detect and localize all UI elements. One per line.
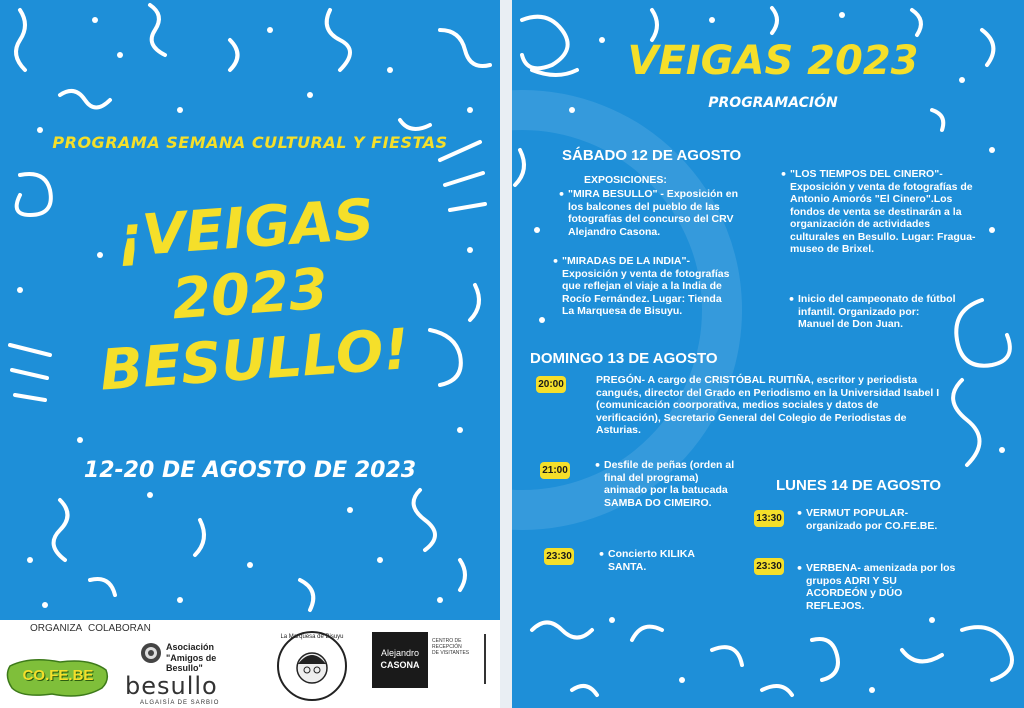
poster-title-line: BESULLO! [98, 317, 412, 404]
poster-subtitle: PROGRAMA SEMANA CULTURAL Y FIESTAS [52, 133, 448, 152]
time-badge: 13:30 [754, 510, 784, 527]
marquesa-text: La Marquesa de Bisuyu [280, 634, 344, 640]
centro-line: DE VISITANTES [432, 650, 470, 656]
left-poster [0, 0, 500, 708]
time-badge: 23:30 [754, 558, 784, 575]
event-kilika-santa: Concierto KILIKA SANTA. [608, 548, 695, 573]
day-heading-lunes: LUNES 14 DE AGOSTO [776, 477, 942, 494]
bullet-icon: • [594, 459, 602, 472]
centro-line: RECEPCIÓN [432, 644, 462, 650]
program-subtitle: PROGRAMACIÓN [708, 95, 838, 111]
casona-logo [372, 632, 428, 688]
page-divider [500, 0, 512, 708]
asociacion-logo [140, 640, 250, 673]
asociacion-subname: "Amigos de Besullo" [166, 653, 217, 673]
centro-recepcion-label [432, 638, 482, 656]
right-poster [512, 0, 1024, 708]
poster-title [0, 179, 500, 411]
cofebe-logo [6, 656, 110, 698]
sponsor-logos [0, 620, 500, 708]
event-miradas-india: "MIRADAS DE LA INDIA"- Exposición y venta de fotografías que reflejan el viaje a la India de Rocío Fernández. Lugar: Tienda La Marquesa de Bisuyu. [562, 255, 730, 317]
cofebe-text: CO.FE.BE [22, 667, 94, 684]
event-desfile-penas: Desfile de peñas (orden al final del programa) animado por la batucada SAMBA DO CIMEIRO. [604, 459, 735, 509]
bullet-icon: • [780, 168, 788, 181]
poster-title-line: ¡VEIGAS [114, 187, 377, 271]
bullet-icon: • [598, 548, 606, 561]
event-verbena: VERBENA- amenizada por los grupos ADRI Y SU ACORDEÓN y DÚO REFLEJOS. [806, 562, 956, 612]
casona-line2: CASONA [380, 660, 420, 670]
besullo-logo-sub: ALGAISÍA DE SARBIO [140, 700, 220, 706]
marquesa-logo [276, 630, 348, 702]
asociacion-name: Asociación [166, 642, 215, 652]
event-pregon: PREGÓN- A cargo de CRISTÓBAL RUITIÑA, escritor y periodista cangués, director del Grado en Periodismo en la Universidad Isabel I (comunicación coorporativa, medios sociales y datos de verificación), Secretario General del Colegio de Periodistas de Asturias. [596, 374, 940, 436]
centro-line: CENTRO DE [432, 638, 462, 644]
centro-bars-icon [484, 634, 490, 684]
organiza-label: ORGANIZA [30, 623, 83, 634]
program-title: VEIGAS 2023 [627, 38, 919, 84]
event-futbol-infantil: Inicio del campeonato de fútbol infantil. Organizado por: Manuel de Don Juan. [798, 293, 956, 330]
besullo-logo-text: besullo [125, 672, 218, 700]
bullet-icon: • [558, 188, 566, 201]
poster-title-line: 2023 [169, 256, 330, 333]
poster-dates: 12-20 DE AGOSTO DE 2023 [83, 458, 417, 483]
event-mira-besullo: "MIRA BESULLO" - Exposición en los balcones del pueblo de las fotografías del concurso del CRV Alejandro Casona. [568, 188, 738, 238]
exposiciones-label: EXPOSICIONES: [584, 174, 667, 186]
event-vermut-popular: VERMUT POPULAR- organizado por CO.FE.BE. [806, 507, 938, 532]
time-badge: 23:30 [544, 548, 574, 565]
event-tiempos-cinero: "LOS TIEMPOS DEL CINERO"- Exposición y venta de fotografías de Antonio Amorós "El Cinero".Los fondos de venta se destinarán a la organización de actividades culturales en Besullo. Lugar: Fragua-museo de Brixel. [790, 168, 976, 255]
bullet-icon: • [796, 507, 804, 520]
colaboran-label: COLABORAN [88, 623, 151, 634]
day-heading-domingo: DOMINGO 13 DE AGOSTO [530, 350, 718, 367]
time-badge: 20:00 [536, 376, 566, 393]
bullet-icon: • [552, 255, 560, 268]
bullet-icon: • [796, 562, 804, 575]
day-heading-sabado: SÁBADO 12 DE AGOSTO [562, 147, 742, 164]
casona-line1: Alejandro [380, 648, 420, 658]
bullet-icon: • [788, 293, 796, 306]
asociacion-emblem-icon [140, 642, 162, 664]
time-badge: 21:00 [540, 462, 570, 479]
